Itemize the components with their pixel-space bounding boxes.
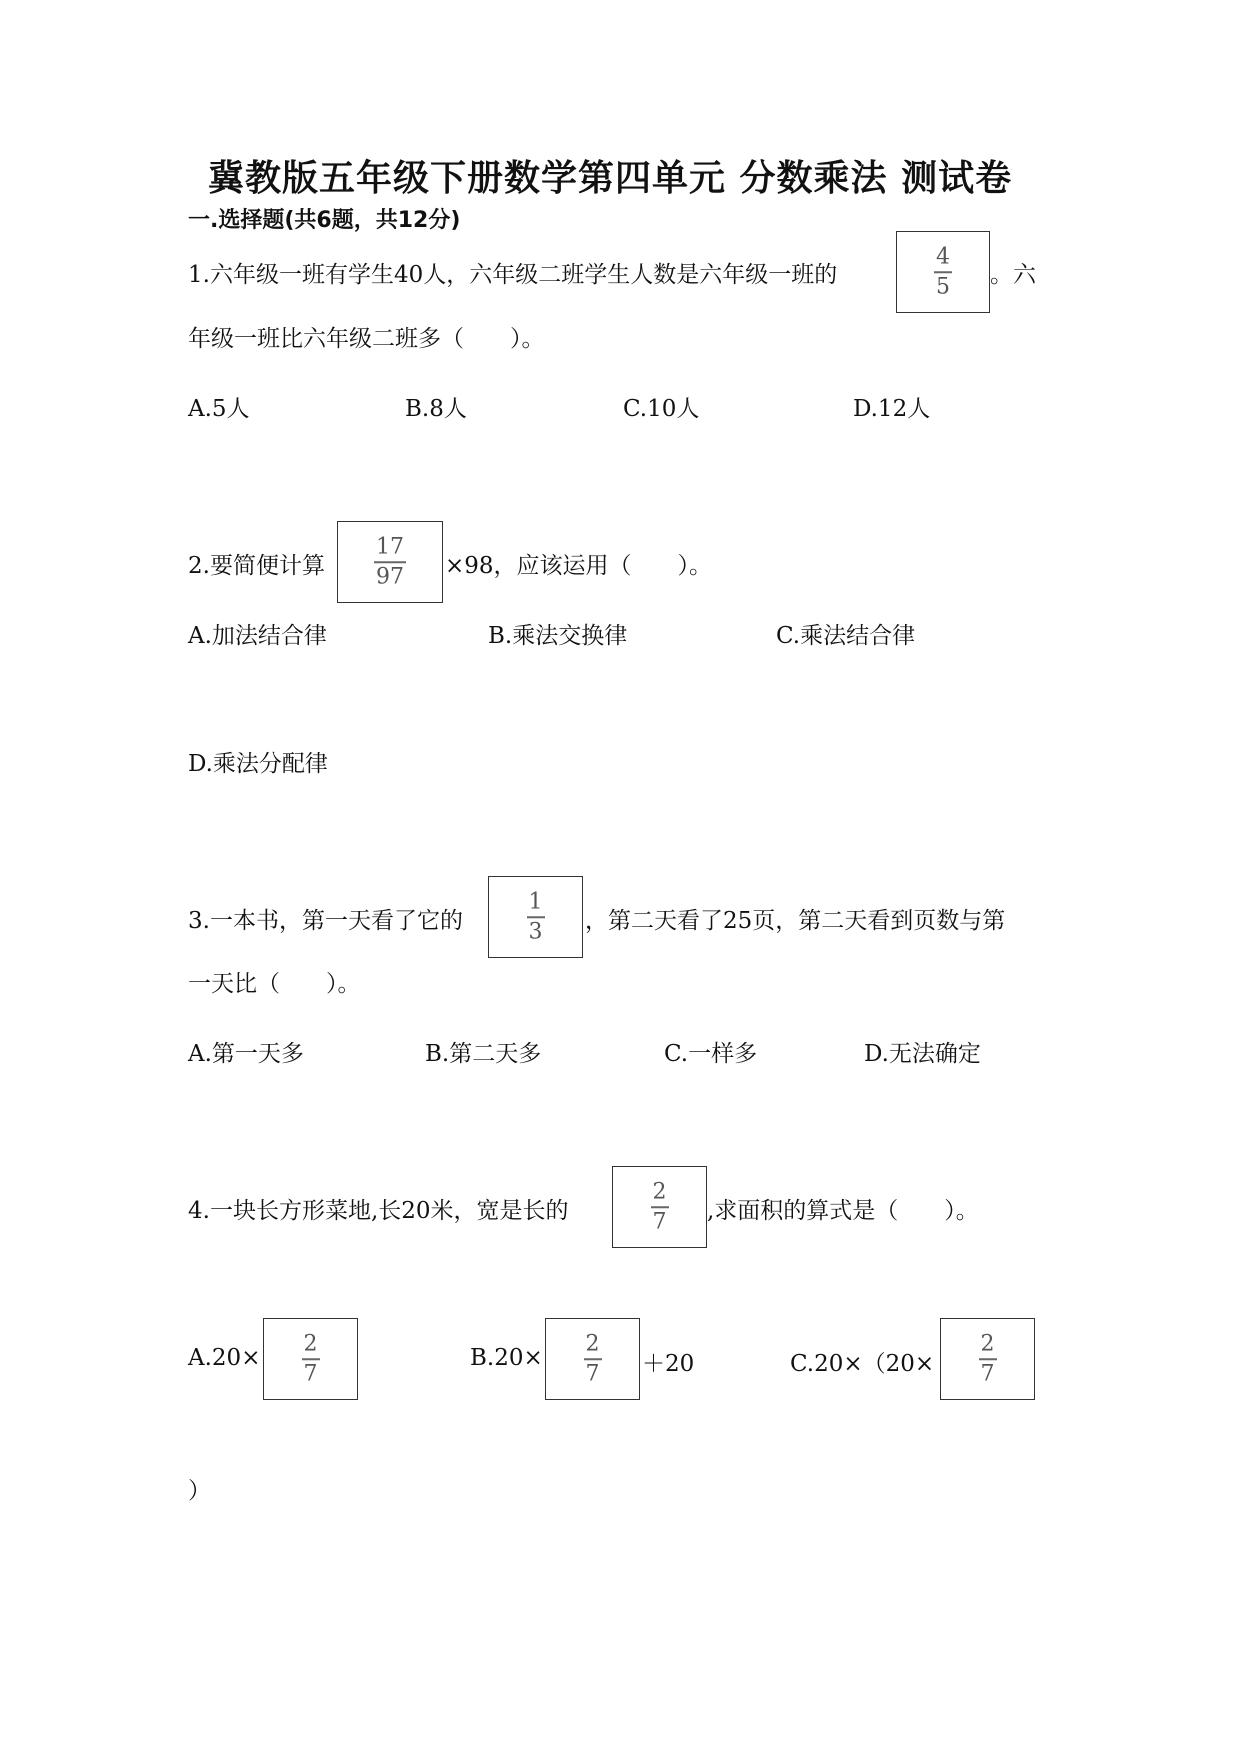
fraction-denominator: 7 xyxy=(652,1208,667,1234)
question-4-option-b-tail: ＋20 xyxy=(642,1351,695,1377)
fraction-numerator: 4 xyxy=(936,244,950,270)
question-1-option-d[interactable]: D.12人 xyxy=(853,396,931,422)
fraction-numerator: 2 xyxy=(585,1331,600,1357)
question-1-fraction xyxy=(896,231,990,313)
fraction-denominator: 7 xyxy=(980,1360,995,1386)
question-3-line2: 一天比（ ）。 xyxy=(188,971,361,997)
question-3-option-a[interactable]: A.第一天多 xyxy=(188,1041,304,1067)
fraction-denominator: 97 xyxy=(376,563,404,589)
question-1-option-b[interactable]: B.8人 xyxy=(405,396,467,422)
question-1-option-c[interactable]: C.10人 xyxy=(623,396,700,422)
question-2-option-b[interactable]: B.乘法交换律 xyxy=(488,623,628,649)
fraction-denominator: 7 xyxy=(303,1360,318,1386)
fraction-denominator: 5 xyxy=(936,273,950,299)
question-3-text: 3.一本书，第一天看了它的 xyxy=(188,908,463,934)
fraction-numerator: 2 xyxy=(980,1331,995,1357)
question-3-option-d[interactable]: D.无法确定 xyxy=(864,1041,981,1067)
fraction-numerator: 2 xyxy=(303,1331,318,1357)
question-4-option-c-close: ） xyxy=(188,1478,211,1504)
fraction-numerator: 17 xyxy=(376,534,404,560)
fraction-denominator: 3 xyxy=(528,918,543,944)
fraction-numerator: 2 xyxy=(652,1179,667,1205)
question-2-option-a[interactable]: A.加法结合律 xyxy=(188,623,327,649)
question-3-text-tail: ，第二天看了25页，第二天看到页数与第 xyxy=(585,908,1006,934)
question-3-option-c[interactable]: C.一样多 xyxy=(664,1041,758,1067)
question-4-fraction xyxy=(612,1166,707,1248)
question-2-text: 2.要简便计算 xyxy=(188,553,325,579)
page-title: 冀教版五年级下册数学第四单元 分数乘法 测试卷 xyxy=(208,158,1013,199)
fraction-denominator: 7 xyxy=(585,1360,600,1386)
question-2-option-d[interactable]: D.乘法分配律 xyxy=(188,751,328,777)
question-1-option-a[interactable]: A.5人 xyxy=(188,396,250,422)
question-4-text: 4.一块长方形菜地,长20米，宽是长的 xyxy=(188,1198,569,1224)
question-2-fraction xyxy=(337,521,443,603)
question-4-option-a-fraction xyxy=(263,1318,358,1400)
question-4-option-b[interactable]: B.20× xyxy=(470,1345,543,1371)
question-1-line2: 年级一班比六年级二班多（ ）。 xyxy=(188,326,545,352)
fraction-numerator: 1 xyxy=(528,889,543,915)
question-4-option-b-fraction xyxy=(545,1318,640,1400)
question-4-option-a[interactable]: A.20× xyxy=(188,1345,261,1371)
question-4-text-tail: ,求面积的算式是（ ）。 xyxy=(707,1198,979,1224)
question-1-text-tail: 。六 xyxy=(990,262,1036,288)
question-4-option-c-fraction xyxy=(940,1318,1035,1400)
question-1-text: 1.六年级一班有学生40人，六年级二班学生人数是六年级一班的 xyxy=(188,262,838,288)
question-3-fraction xyxy=(488,876,583,958)
question-4-option-c[interactable]: C.20×（20× xyxy=(790,1351,935,1377)
question-2-option-c[interactable]: C.乘法结合律 xyxy=(776,623,916,649)
question-2-text-tail: ×98，应该运用（ ）。 xyxy=(445,553,713,579)
section-heading: 一.选择题(共6题，共12分) xyxy=(188,208,461,233)
question-3-option-b[interactable]: B.第二天多 xyxy=(425,1041,542,1067)
